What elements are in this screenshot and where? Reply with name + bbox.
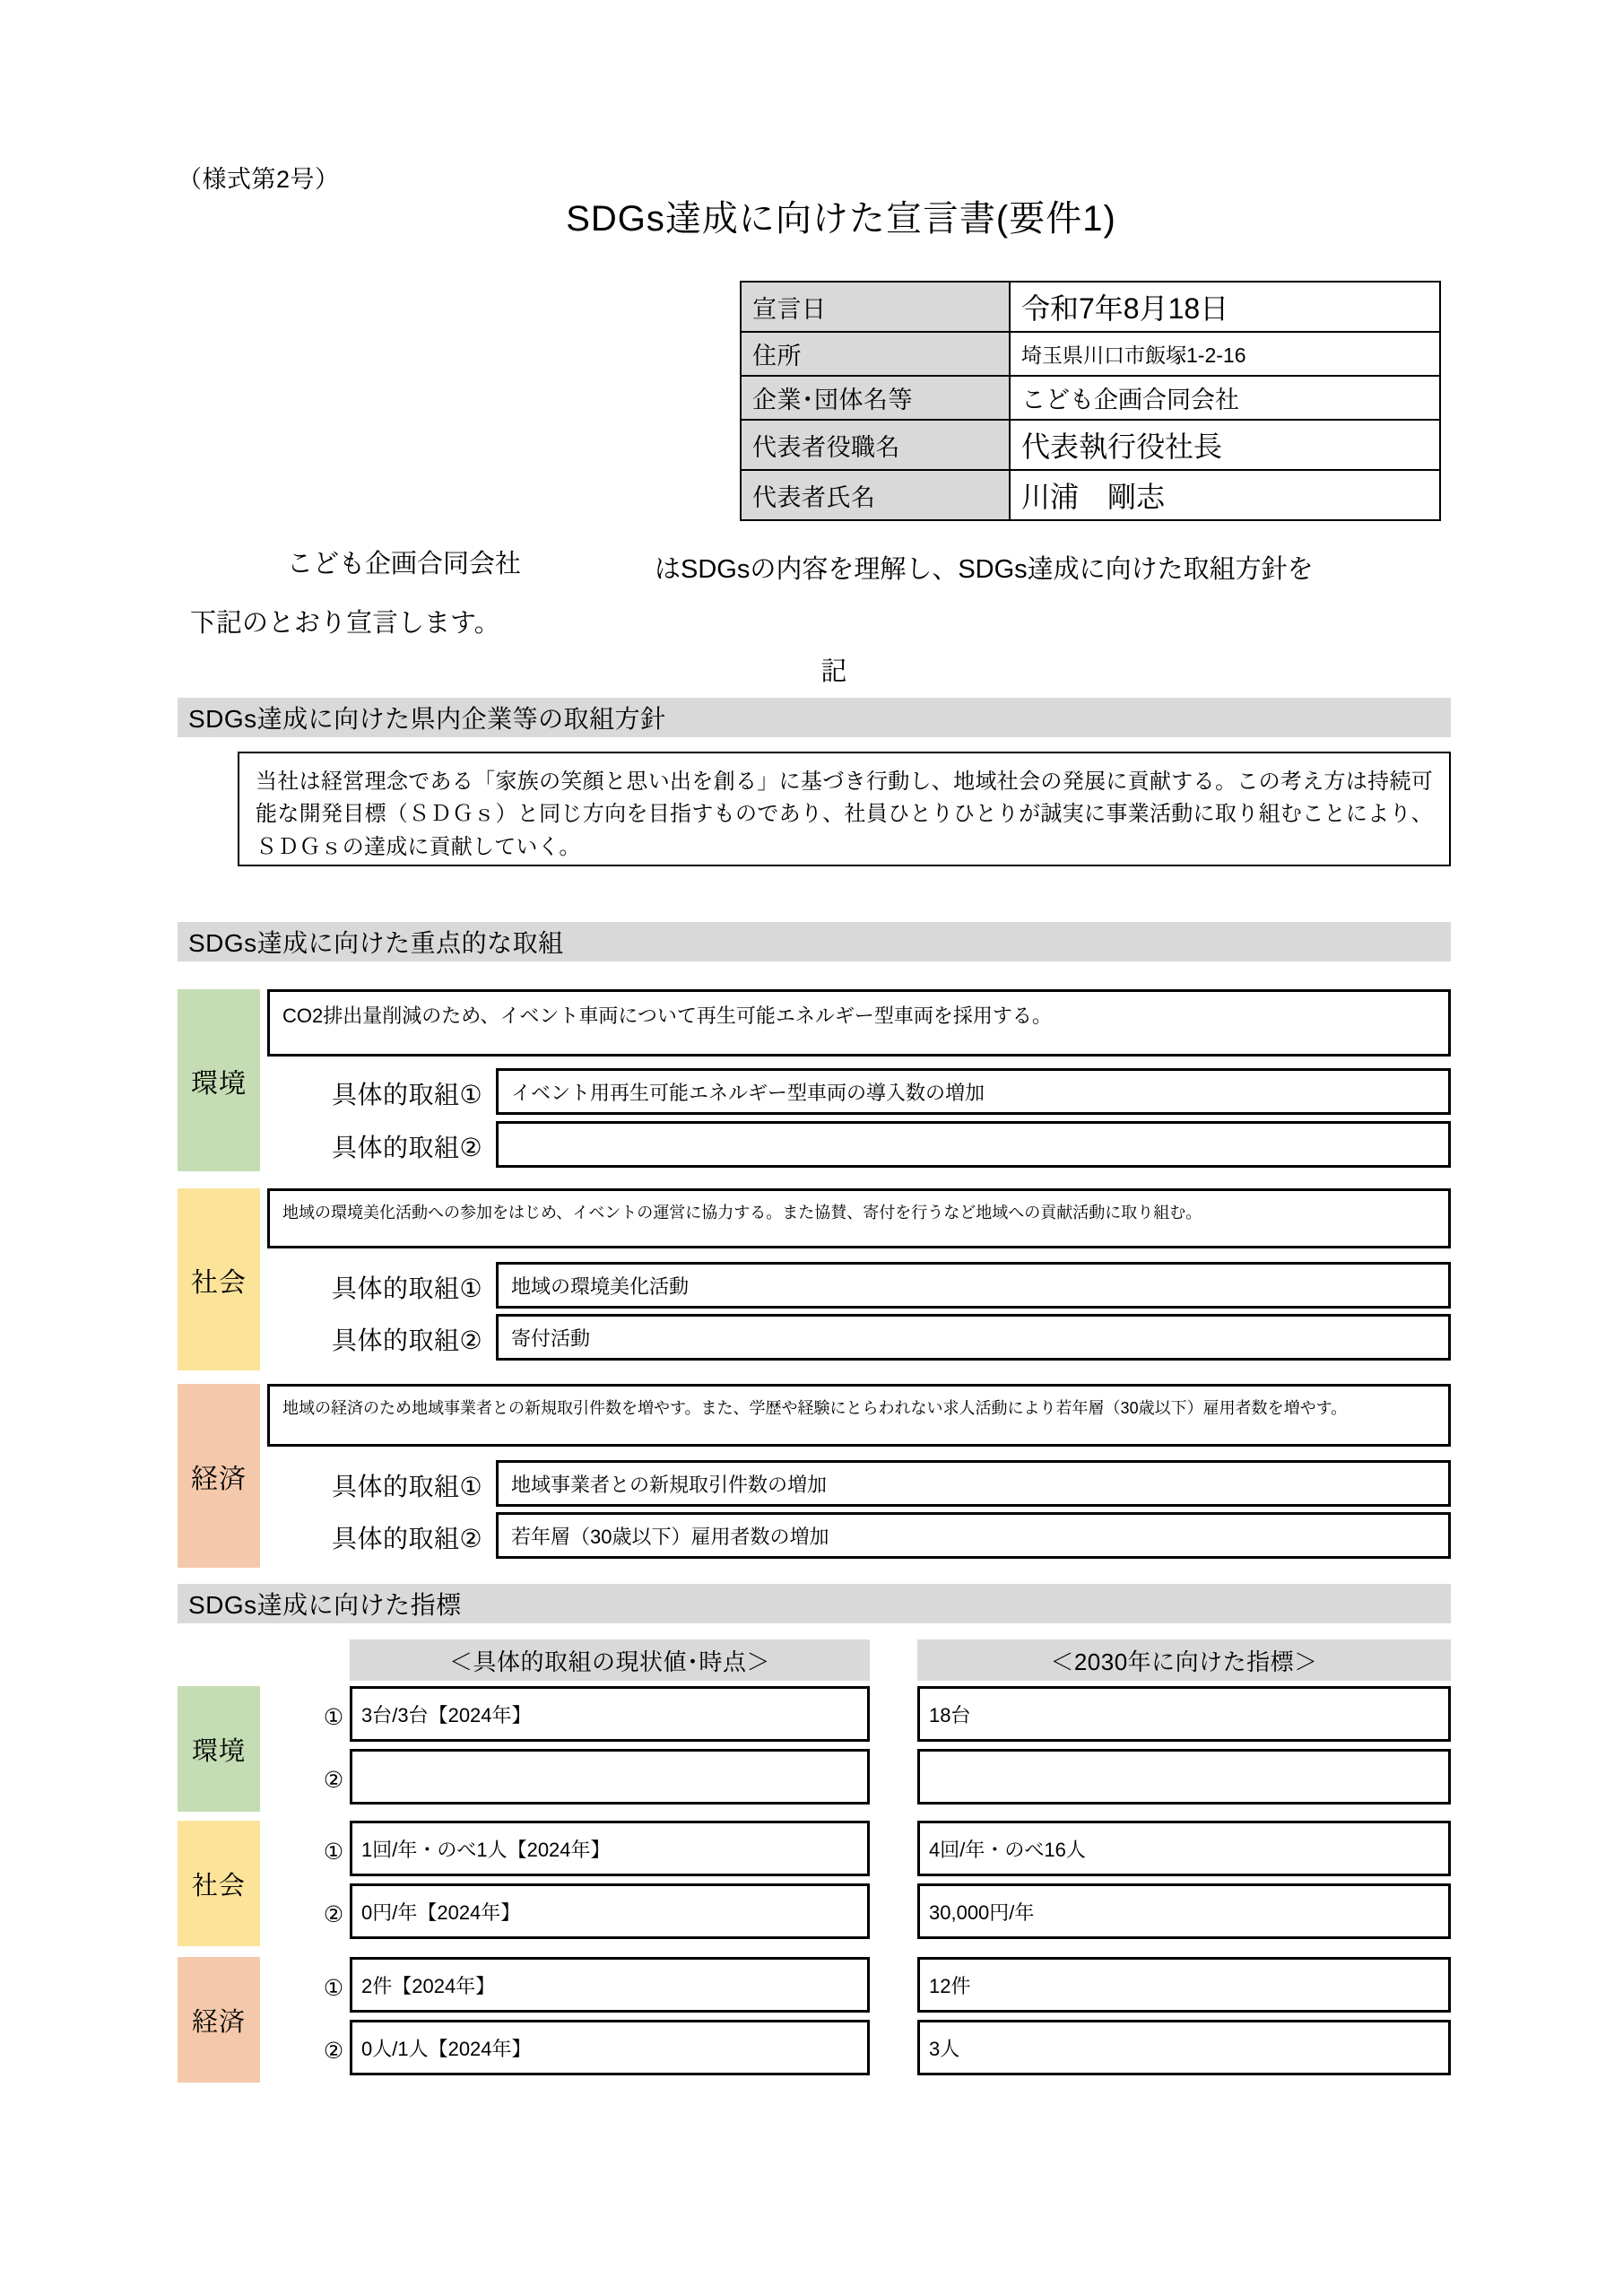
indicator-target-env-2[interactable] (917, 1749, 1451, 1805)
indicator-number-env-1: ① (323, 1705, 344, 1730)
section-header-policy-label: SDGs達成に向けた県内企業等の取組方針 (188, 705, 666, 733)
indicator-current-eco-2[interactable] (350, 2020, 870, 2075)
indicator-number-soc-2: ② (323, 1902, 344, 1927)
section-header-key-efforts (178, 922, 1451, 961)
effort-category-environment: 環境 (178, 989, 260, 1171)
indicator-current-soc-2[interactable] (350, 1883, 870, 1939)
info-value-declaration-date: 令和7年8月18日 (1010, 282, 1440, 332)
indicator-target-eco-1[interactable] (917, 1957, 1451, 2013)
indicator-number-eco-1: ① (323, 1976, 344, 2001)
effort-item-input-eco-1[interactable] (496, 1460, 1451, 1507)
table-row (741, 420, 1440, 470)
indicator-target-value-soc-1: 4回/年・のべ16人 (929, 1838, 1086, 1861)
indicators-column-header-target: ＜2030年に向けた指標＞ (917, 1639, 1451, 1681)
indicator-target-env-1[interactable] (917, 1686, 1451, 1742)
effort-category-society: 社会 (178, 1188, 260, 1370)
info-value-representative-title: 代表執行役社長 (1010, 420, 1440, 470)
indicator-target-soc-2[interactable] (917, 1883, 1451, 1939)
effort-item-label-eco-1: 具体的取組① (332, 1473, 483, 1500)
effort-policy-box-society (267, 1188, 1451, 1248)
section-header-policy (178, 698, 1451, 737)
declaration-sentence-tail: はSDGsの内容を理解し、SDGs達成に向けた取組方針を (655, 555, 1314, 584)
indicator-category-environment: 環境 (178, 1686, 260, 1812)
declaration-company-name: こども企画合同会社 (287, 550, 522, 578)
table-row (741, 376, 1440, 420)
info-value-representative-name: 川浦 剛志 (1010, 470, 1440, 520)
indicators-column-header-current: ＜具体的取組の現状値･時点＞ (350, 1639, 870, 1681)
effort-policy-text-society: 地域の環境美化活動への参加をはじめ、イベントの運営に協力する。また協賛、寄付を行うなど地域への貢献活動に取り組む。 (282, 1204, 1202, 1222)
indicator-target-value-eco-1: 12件 (929, 1974, 971, 1997)
effort-category-economy: 経済 (178, 1384, 260, 1568)
effort-policy-text-environment: CO2排出量削減のため、イベント車両について再生可能エネルギー型車両を採用する。 (282, 1004, 1052, 1027)
indicator-category-economy: 経済 (178, 1957, 260, 2083)
table-row (741, 332, 1440, 376)
effort-item-input-env-1[interactable] (496, 1068, 1451, 1115)
indicator-target-value-env-1: 18台 (929, 1703, 971, 1726)
declaration-sentence-line2: 下記のとおり宣言します。 (190, 609, 500, 638)
effort-policy-box-environment (267, 989, 1451, 1057)
indicator-current-eco-1[interactable] (350, 1957, 870, 2013)
indicator-target-eco-2[interactable] (917, 2020, 1451, 2075)
info-label-declaration-date: 宣言日 (741, 282, 1010, 332)
indicator-current-value-soc-1: 1回/年・のべ1人【2024年】 (361, 1838, 611, 1861)
effort-item-label-env-2: 具体的取組② (332, 1134, 483, 1161)
effort-item-input-soc-1[interactable] (496, 1262, 1451, 1309)
effort-item-input-eco-2[interactable] (496, 1512, 1451, 1559)
effort-item-value-soc-1: 地域の環境美化活動 (511, 1274, 690, 1298)
info-value-company-name: こども企画合同会社 (1010, 376, 1440, 420)
indicator-target-value-eco-2: 3人 (929, 2037, 960, 2060)
indicator-current-soc-1[interactable] (350, 1821, 870, 1876)
effort-item-value-eco-2: 若年層（30歳以下）雇用者数の増加 (511, 1525, 829, 1548)
info-label-company-name: 企業･団体名等 (741, 376, 1010, 420)
effort-group-environment (178, 989, 1451, 1171)
page-title: SDGs達成に向けた宣言書(要件1) (566, 199, 1116, 239)
section-header-indicators-label: SDGs達成に向けた指標 (188, 1591, 462, 1619)
info-label-representative-title: 代表者役職名 (741, 420, 1010, 470)
indicator-current-value-eco-1: 2件【2024年】 (361, 1974, 496, 1997)
form-number: （様式第2号） (178, 166, 340, 193)
effort-item-label-soc-2: 具体的取組② (332, 1326, 483, 1354)
effort-item-label-env-1: 具体的取組① (332, 1081, 483, 1109)
indicator-number-soc-1: ① (323, 1839, 344, 1865)
effort-item-label-eco-2: 具体的取組② (332, 1525, 483, 1552)
effort-group-economy (178, 1384, 1451, 1568)
indicator-target-soc-1[interactable] (917, 1821, 1451, 1876)
effort-item-label-soc-1: 具体的取組① (332, 1274, 483, 1302)
info-label-address: 住所 (741, 332, 1010, 376)
indicator-current-value-soc-2: 0円/年【2024年】 (361, 1900, 521, 1924)
indicator-current-env-2[interactable] (350, 1749, 870, 1805)
effort-policy-box-economy (267, 1384, 1451, 1447)
info-value-address: 埼玉県川口市飯塚1-2-16 (1010, 332, 1440, 376)
indicator-current-value-env-1: 3台/3台【2024年】 (361, 1703, 532, 1726)
section-header-key-efforts-label: SDGs達成に向けた重点的な取組 (188, 929, 564, 957)
policy-text: 当社は経営理念である「家族の笑顔と思い出を創る」に基づき行動し、地域社会の発展に貢献する。この考え方は持続可能な開発目標（ＳＤＧｓ）と同じ方向を目指すものであり、社員ひとりひとりが誠実に事業活動に取り組むことにより、ＳＤＧｓの達成に貢献していく。 (256, 770, 1433, 859)
table-row (741, 282, 1440, 332)
table-row (741, 470, 1440, 520)
effort-item-input-env-2[interactable] (496, 1121, 1451, 1168)
policy-text-box (238, 752, 1451, 866)
effort-item-value-soc-2: 寄付活動 (511, 1326, 591, 1350)
indicator-category-society: 社会 (178, 1821, 260, 1946)
indicator-target-value-soc-2: 30,000円/年 (929, 1900, 1035, 1924)
effort-item-input-soc-2[interactable] (496, 1314, 1451, 1361)
declaration-info-table (740, 281, 1441, 521)
indicator-current-value-eco-2: 0人/1人【2024年】 (361, 2037, 532, 2060)
effort-item-value-env-1: イベント用再生可能エネルギー型車両の導入数の増加 (511, 1081, 985, 1104)
indicator-current-env-1[interactable] (350, 1686, 870, 1742)
indicator-number-eco-2: ② (323, 2039, 344, 2064)
info-label-representative-name: 代表者氏名 (741, 470, 1010, 520)
effort-item-value-eco-1: 地域事業者との新規取引件数の増加 (511, 1473, 828, 1496)
declaration-ki-marker: 記 (820, 657, 847, 686)
section-header-indicators (178, 1584, 1451, 1623)
effort-policy-text-economy: 地域の経済のため地域事業者との新規取引件数を増やす。また、学歴や経験にとらわれない求人活動により若年層（30歳以下）雇用者数を増やす。 (282, 1399, 1348, 1417)
indicator-number-env-2: ② (323, 1768, 344, 1793)
effort-group-society (178, 1188, 1451, 1370)
